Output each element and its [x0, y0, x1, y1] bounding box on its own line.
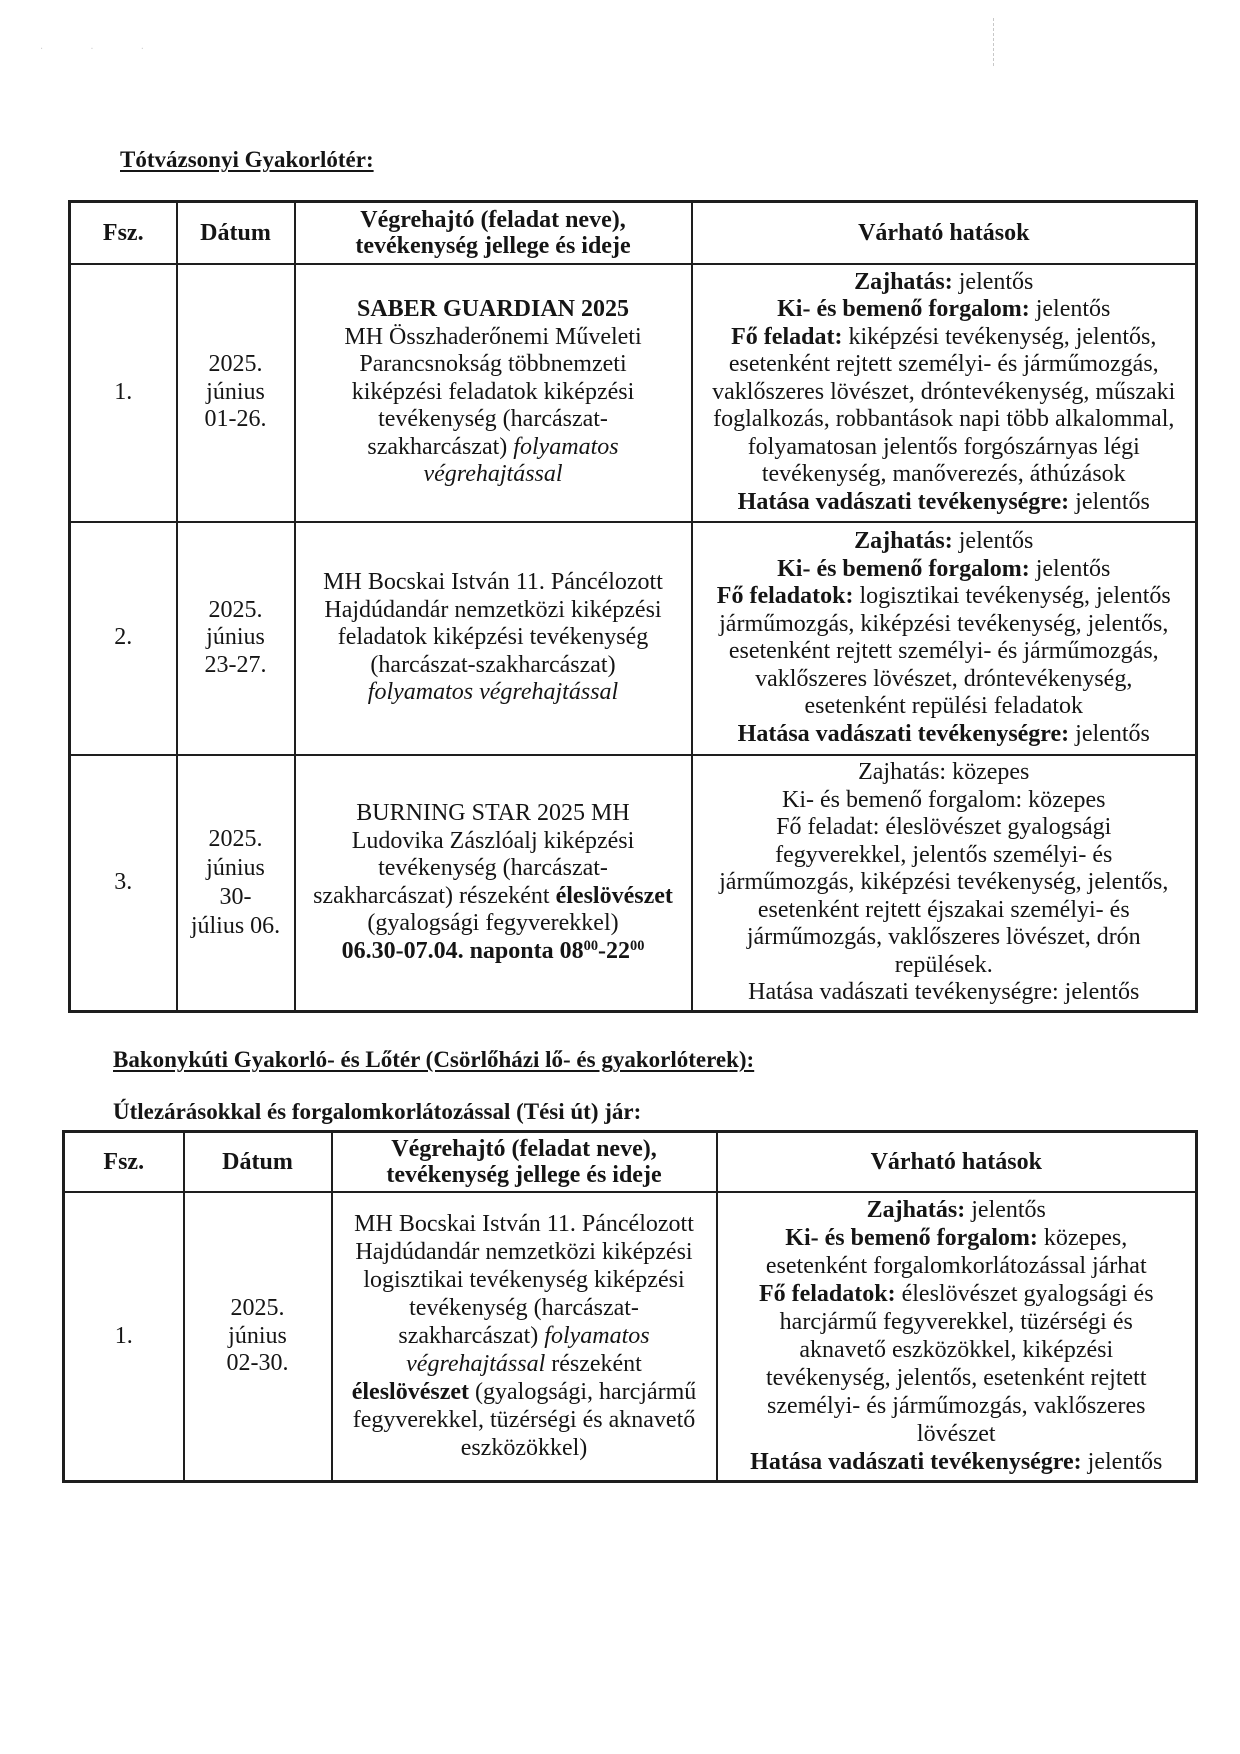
effect-line: járműmozgás, kiképzési tevékenység, jelentős,	[719, 869, 1169, 895]
text-line	[339, 1378, 710, 1406]
main-task	[724, 1280, 1190, 1308]
date-line: június	[206, 378, 265, 405]
text-segment: részeként	[551, 1351, 642, 1378]
main-task-text: kiképzési tevékenység, jelentős,	[848, 323, 1157, 350]
text-line: tevékenység (harcászat-	[378, 406, 608, 433]
noise-value: jelentős	[971, 1197, 1046, 1224]
main-task-line: esetenként repülési feladatok	[804, 693, 1084, 719]
row-datum	[177, 755, 295, 1012]
section2-subtitle: Útlezárásokkal és forgalomkorlátozással (Tési út) jár:	[113, 1099, 642, 1124]
noise-effect	[699, 528, 1190, 556]
text-line: BURNING STAR 2025 MH	[356, 800, 630, 827]
effect-line: esetenként rejtett éjszakai személyi- és	[757, 896, 1130, 923]
noise-effect	[699, 269, 1190, 297]
text-line	[302, 434, 685, 462]
date-line: 2025.	[230, 1295, 285, 1321]
row-hatasok	[692, 264, 1197, 522]
text-line	[302, 883, 685, 911]
text-line: (gyalogsági fegyverekkel)	[367, 910, 619, 937]
traffic-value: jelentős	[1035, 555, 1111, 582]
main-task-line: tevékenység, manőverezés, áthúzások	[761, 461, 1126, 488]
italic-line: végrehajtással	[423, 461, 563, 488]
header-vegrehajto-line: Végrehajtó (feladat neve),	[391, 1135, 657, 1162]
italic-segment: végrehajtással	[406, 1351, 546, 1378]
main-task	[699, 324, 1190, 352]
noise-effect	[724, 1196, 1190, 1224]
hunting-effect	[699, 721, 1190, 749]
date-line: 01-26.	[204, 406, 267, 433]
main-task-line: folyamatosan jelentős forgószárnyas légi	[747, 433, 1140, 460]
text-segment: szakharcászat) részeként	[313, 882, 550, 909]
main-task-line: esetenként rejtett személyi- és járműmozgás,	[728, 638, 1159, 664]
effect-line: Zajhatás: közepes	[858, 759, 1030, 785]
main-task-line: foglalkozás, robbantások napi több alkalommal,	[713, 406, 1175, 433]
hunting-value: jelentős	[1075, 720, 1150, 747]
noise-value: jelentős	[958, 528, 1034, 554]
schedule-text: -22	[598, 937, 631, 964]
table-bakonykut	[62, 1130, 1198, 1483]
table-totvazsony	[68, 200, 1198, 1013]
main-task-label: Fő feladat:	[731, 323, 843, 350]
effect-line: fegyverekkel, jelentős személyi- és	[775, 841, 1113, 868]
section1-title: Tótvázsonyi Gyakorlótér:	[120, 147, 374, 172]
schedule-line	[302, 938, 685, 966]
hunting-effect	[724, 1448, 1190, 1476]
main-task	[699, 583, 1190, 611]
main-task-line: tevékenység, jelentős, esetenként rejtett	[765, 1365, 1147, 1392]
text-segment: szakharcászat)	[367, 433, 508, 460]
text-line	[339, 1350, 710, 1378]
main-task-label: Fő feladatok:	[758, 1281, 896, 1308]
header-vegrehajto-line: tevékenység jellege és ideje	[386, 1161, 662, 1188]
row-fsz: 1.	[64, 1192, 184, 1482]
date-line: 2025.	[208, 596, 263, 623]
text-line: tevékenység (harcászat-	[409, 1295, 639, 1322]
header-vegrehajto-line: tevékenység jellege és ideje	[355, 232, 631, 259]
table-row	[70, 755, 1197, 1012]
header-hatasok: Várható hatások	[692, 202, 1197, 264]
table-row	[70, 522, 1197, 755]
exercise-title: SABER GUARDIAN 2025	[356, 296, 630, 323]
hunting-label: Hatása vadászati tevékenységre:	[737, 488, 1070, 515]
text-segment: (gyalogsági, harcjármű	[475, 1379, 697, 1406]
text-segment: szakharcászat)	[398, 1323, 539, 1350]
date-line: június	[228, 1322, 287, 1349]
main-task-line: lövészet	[916, 1421, 996, 1448]
effect-line: repülések.	[894, 951, 993, 978]
bold-segment: éleslövészet	[555, 882, 673, 909]
text-line: Ludovika Zászlóalj kiképzési	[351, 827, 635, 854]
row-vegrehajto	[332, 1192, 717, 1482]
italic-line: folyamatos végrehajtással	[367, 679, 619, 706]
effect-line: Fő feladat: éleslövészet gyalogsági	[776, 814, 1112, 840]
hunting-label: Hatása vadászati tevékenységre:	[750, 1449, 1082, 1476]
italic-segment: folyamatos	[544, 1323, 650, 1350]
table-row	[70, 264, 1197, 522]
row-hatasok	[717, 1192, 1197, 1482]
text-line: MH Bocskai István 11. Páncélozott	[354, 1211, 694, 1238]
text-line: (harcászat-szakharcászat)	[370, 651, 616, 678]
row-fsz: 1.	[70, 264, 177, 522]
row-vegrehajto	[295, 264, 692, 522]
text-line: Parancsnokság többnemzeti	[359, 351, 627, 378]
main-task-line: esetenként rejtett személyi- és járműmozgás,	[728, 351, 1159, 378]
row-hatasok	[692, 522, 1197, 755]
header-datum: Dátum	[184, 1132, 332, 1192]
scan-artifact-dots: · · ·	[40, 44, 166, 55]
text-line	[339, 1322, 710, 1350]
traffic-effect	[724, 1224, 1190, 1252]
noise-label: Zajhatás:	[854, 268, 953, 295]
date-line: 2025.	[208, 825, 263, 852]
schedule-superscript: 00	[583, 937, 599, 954]
text-line: feladatok kiképzési tevékenység	[337, 624, 649, 651]
text-line: MH Összhaderőnemi Műveleti	[344, 323, 642, 350]
row-vegrehajto	[295, 755, 692, 1012]
header-vegrehajto	[295, 202, 692, 264]
traffic-line: esetenként forgalomkorlátozással járhat	[765, 1253, 1147, 1280]
date-line: július 06.	[190, 912, 281, 939]
text-line: Hajdúdandár nemzetközi kiképzési	[355, 1239, 693, 1266]
main-task-line: aknavető eszközökkel, kiképzési	[799, 1337, 1114, 1364]
main-task-line: harcjármű fegyverekkel, tüzérségi és	[779, 1309, 1133, 1336]
effect-line: Hatása vadászati tevékenységre: jelentős	[748, 979, 1140, 1005]
text-line: logisztikai tevékenység kiképzési	[363, 1267, 685, 1294]
date-line: június	[206, 624, 265, 651]
traffic-label: Ki- és bemenő forgalom:	[777, 555, 1030, 582]
row-datum	[177, 522, 295, 755]
hunting-label: Hatása vadászati tevékenységre:	[737, 720, 1070, 747]
row-hatasok	[692, 755, 1197, 1012]
schedule-text: 06.30-07.04. naponta 08	[341, 937, 584, 964]
row-fsz: 2.	[70, 522, 177, 755]
traffic-value: jelentős	[1035, 296, 1111, 323]
main-task-label: Fő feladatok:	[716, 583, 854, 609]
effect-line: járműmozgás, vaklőszeres lövészet, drón	[746, 924, 1141, 950]
traffic-value: közepes,	[1043, 1225, 1128, 1252]
main-task-line: személyi- és járműmozgás, vaklőszeres	[766, 1393, 1146, 1420]
date-line: 23-27.	[204, 651, 267, 678]
hunting-value: jelentős	[1075, 488, 1150, 515]
main-task-text: logisztikai tevékenység, jelentős	[859, 583, 1171, 609]
hunting-value: jelentős	[1087, 1449, 1163, 1476]
row-vegrehajto	[295, 522, 692, 755]
table-row	[64, 1192, 1197, 1482]
effect-line: Ki- és bemenő forgalom: közepes	[782, 786, 1106, 813]
section2-title: Bakonykúti Gyakorló- és Lőtér (Csörlőházi lő- és gyakorlóterek):	[113, 1047, 755, 1072]
main-task-line: járműmozgás, kiképzési tevékenység, jelentős,	[719, 610, 1169, 637]
main-task-text: éleslövészet gyalogsági és	[901, 1281, 1154, 1308]
text-line: MH Bocskai István 11. Páncélozott	[323, 569, 663, 596]
date-line: 30-	[219, 883, 252, 910]
italic-segment: folyamatos	[513, 433, 619, 460]
row-fsz: 3.	[70, 755, 177, 1012]
main-task-line: vaklőszeres lövészet, dróntevékenység,	[755, 665, 1133, 692]
text-line: kiképzési feladatok kiképzési	[351, 378, 635, 405]
row-datum	[177, 264, 295, 522]
text-line: fegyverekkel, tüzérségi és aknavető	[352, 1407, 696, 1434]
noise-label: Zajhatás:	[854, 528, 953, 554]
date-line: június	[206, 854, 265, 881]
header-fsz: Fsz.	[70, 202, 177, 264]
traffic-effect	[699, 296, 1190, 324]
date-line: 02-30.	[226, 1350, 289, 1376]
header-vegrehajto	[332, 1132, 717, 1192]
noise-label: Zajhatás:	[866, 1197, 966, 1224]
header-hatasok: Várható hatások	[717, 1132, 1197, 1192]
traffic-label: Ki- és bemenő forgalom:	[777, 296, 1030, 323]
header-datum: Dátum	[177, 202, 295, 264]
scan-artifact-mark	[993, 18, 994, 66]
text-line: tevékenység (harcászat-	[378, 855, 608, 882]
table-header-row	[70, 202, 1197, 264]
row-datum	[184, 1192, 332, 1482]
schedule-superscript: 00	[630, 937, 645, 954]
date-line: 2025.	[208, 351, 263, 378]
header-vegrehajto-line: Végrehajtó (feladat neve),	[360, 206, 626, 233]
bold-segment: éleslövészet	[351, 1379, 470, 1406]
header-fsz: Fsz.	[64, 1132, 184, 1192]
traffic-label: Ki- és bemenő forgalom:	[785, 1225, 1038, 1252]
main-task-line: vaklőszeres lövészet, dróntevékenység, műszaki	[712, 378, 1176, 405]
noise-value: jelentős	[958, 268, 1034, 295]
hunting-effect	[699, 489, 1190, 517]
table-header-row	[64, 1132, 1197, 1192]
text-line: eszközökkel)	[460, 1435, 588, 1462]
text-line: Hajdúdandár nemzetközi kiképzési	[324, 596, 662, 623]
traffic-effect	[699, 556, 1190, 584]
